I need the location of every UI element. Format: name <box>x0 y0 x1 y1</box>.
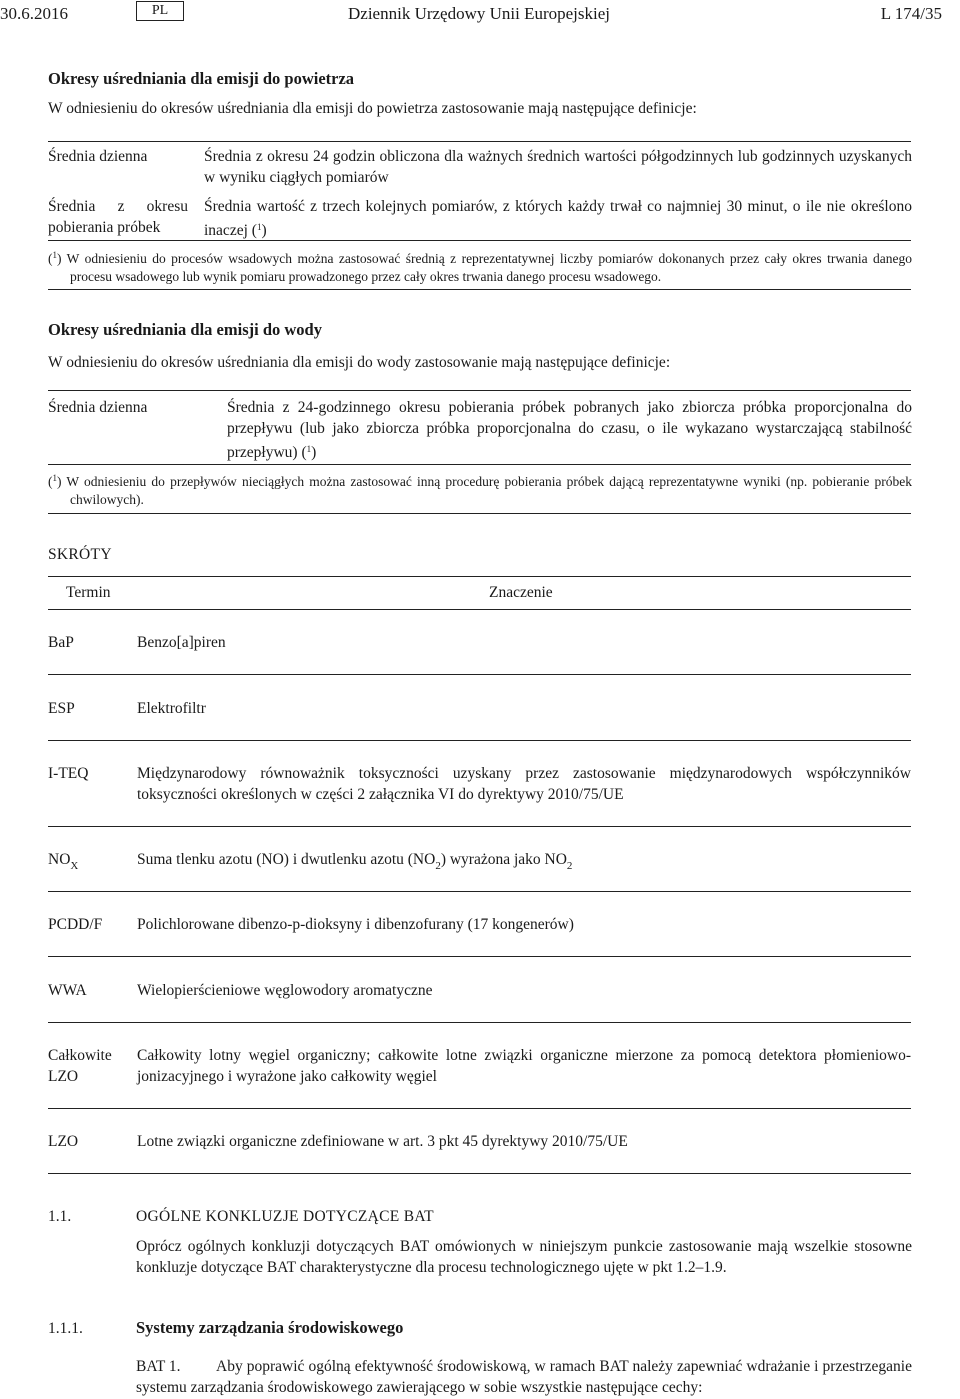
air-table-top-rule <box>48 141 911 142</box>
air-term-daily: Średnia dzienna <box>48 148 148 165</box>
water-term-daily: Średnia dzienna <box>48 399 148 416</box>
abbrev-row-rule <box>48 1022 911 1023</box>
air-footnote-text: W odniesieniu do procesów wsadowych można zastosować średnią z reprezentatywnej liczby pomiarów dokonanych przez cały okres trwania danego procesu wsadowego lub wynik pomiaru prowadzonego przez cały okres trwania danego procesu wsadowego. <box>66 251 912 284</box>
abbrev-meaning: Międzynarodowy równoważnik toksyczności uzyskany przez zastosowanie międzynarodowych współczynników toksyczności określonych w części 2 załącznika VI do dyrektywy 2010/75/UE <box>137 765 911 803</box>
abbrev-meaning <box>137 849 911 877</box>
section-text: Oprócz ogólnych konkluzji dotyczących BAT omówionych w niniejszym punkcie zastosowanie mają wszelkie stosowne konkluzje dotyczące BAT charakterystyczne dla procesu technologicznego ujęte w pkt 1.2–1.9. <box>136 1238 912 1276</box>
abbrev-col-term: Termin <box>66 584 111 601</box>
air-heading: Okresy uśredniania dla emisji do powietrza <box>48 69 355 88</box>
section-title: OGÓLNE KONKLUZJE DOTYCZĄCE BAT <box>136 1208 434 1225</box>
abbrev-row-rule <box>48 740 911 741</box>
subsection-title: Systemy zarządzania środowiskowego <box>136 1318 404 1337</box>
footnote-ref: 1 <box>306 444 312 454</box>
abbrev-meaning: Wielopierścieniowe węglowodory aromatyczne <box>137 982 433 999</box>
abbrev-meaning-subscript: 2 <box>566 860 573 872</box>
abbrev-heading: SKRÓTY <box>48 546 112 563</box>
abbrev-term: LZO <box>48 1133 79 1150</box>
abbrev-row-rule <box>48 956 911 957</box>
abbrev-meaning: Polichlorowane dibenzo-p-dioksyny i dibenzofurany (17 kongenerów) <box>137 916 574 933</box>
abbrev-term-text: NO <box>48 851 71 868</box>
abbrev-row-rule <box>48 674 911 675</box>
publication-date: 30.6.2016 <box>0 4 68 23</box>
abbrev-meaning-part-a: Suma tlenku azotu (NO) i dwutlenku azotu (NO <box>137 851 436 868</box>
water-footnote-rule <box>48 464 911 465</box>
language-badge: PL <box>136 1 184 21</box>
abbrev-meaning: Lotne związki organiczne zdefiniowane w art. 3 pkt 45 dyrektywy 2010/75/UE <box>137 1133 628 1150</box>
air-term-sampling: Średnia z okresu pobierania próbek <box>48 198 188 236</box>
footnote-ref: 1 <box>256 222 262 232</box>
bat-text: Aby poprawić ogólną efektywność środowiskową, w ramach BAT należy zapewniać wdrażanie i przestrzeganie systemu zarządzania środowiskowego zawierającego w sobie wszystkie następujące cechy: <box>136 1358 912 1396</box>
air-footnote-rule <box>48 240 911 241</box>
abbrev-term <box>48 849 78 877</box>
footnote-mark: 1 <box>52 473 57 483</box>
abbrev-meaning-part-b: ) wyrażona jako NO <box>440 851 567 868</box>
abbrev-meaning-subscript: 2 <box>435 860 441 872</box>
journal-title: Dziennik Urzędowy Unii Europejskiej <box>348 4 611 23</box>
abbrev-table-top-rule <box>48 576 911 577</box>
air-footnote: ($^1$) W odniesieniu do procesów wsadowych można zastosować średnią z reprezentatywnej liczby pomiarów dokonanych przez cały okres trwania danego procesu wsadowego lub wynik pomiaru prowadzonego przez cały okres trwania danego procesu wsadowego. <box>48 250 912 284</box>
abbrev-term: BaP <box>48 634 74 651</box>
abbrev-term: PCDD/F <box>48 916 103 933</box>
water-def-daily-text: Średnia z 24-godzinnego okresu pobierania próbek pobranych jako zbiorcza próbka proporcjonalna do przepływu (lub jako zbiorcza próbka proporcjonalna do czasu, o ile wykazano wystarczającą stabilność przepływu) <box>227 399 912 461</box>
abbrev-meaning: Elektrofiltr <box>137 700 206 717</box>
abbrev-meaning: Benzo[a]piren <box>137 634 226 651</box>
abbrev-term: WWA <box>48 982 87 999</box>
air-intro: W odniesieniu do okresów uśredniania dla emisji do powietrza zastosowanie mają następujące definicje: <box>48 100 697 117</box>
water-def-daily: Średnia z 24-godzinnego okresu pobierania próbek pobranych jako zbiorcza próbka proporcjonalna do przepływu (lub jako zbiorcza próbka proporcjonalna do czasu, o ile wykazano wystarczającą stabilność przepływu) ($^1$) <box>227 399 912 461</box>
section-number: 1.1. <box>48 1208 72 1225</box>
bat-label: BAT 1. <box>136 1358 181 1375</box>
water-heading: Okresy uśredniania dla emisji do wody <box>48 320 322 339</box>
water-footnote: ($^1$) W odniesieniu do przepływów nieciągłych można zastosować inną procedurę pobierania próbek dającą reprezentatywne wyniki (np. pobieranie próbek chwilowych). <box>48 473 912 507</box>
abbrev-row-rule <box>48 826 911 827</box>
air-table-bottom-rule <box>48 289 911 290</box>
air-def-sampling-text: Średnia wartość z trzech kolejnych pomiarów, z których każdy trwał co najmniej 30 minut, o ile nie określono inaczej <box>204 198 912 239</box>
abbrev-row-rule <box>48 891 911 892</box>
page-header <box>0 0 960 28</box>
air-def-sampling: Średnia wartość z trzech kolejnych pomiarów, z których każdy trwał co najmniej 30 minut, o ile nie określono inaczej ($^1$) <box>204 198 912 239</box>
abbrev-term: Całkowite LZO <box>48 1047 112 1085</box>
abbrev-header-rule <box>48 609 911 610</box>
abbrev-term: I-TEQ <box>48 765 89 782</box>
footnote-mark: 1 <box>52 250 57 260</box>
air-def-daily: Średnia z okresu 24 godzin obliczona dla ważnych średnich wartości półgodzinnych lub godzinnych uzyskanych w wyniku ciągłych pomiarów <box>204 148 912 186</box>
abbrev-col-meaning: Znaczenie <box>489 584 553 601</box>
abbrev-term: ESP <box>48 700 75 717</box>
abbrev-row-rule <box>48 1108 911 1109</box>
abbrev-meaning: Całkowity lotny węgiel organiczny; całkowite lotne związki organiczne mierzone za pomocą detektora płomieniowo-jonizacyjnego i wyrażone jako całkowity węgiel <box>137 1047 911 1085</box>
water-table-top-rule <box>48 390 911 391</box>
water-footnote-text: W odniesieniu do przepływów nieciągłych można zastosować inną procedurę pobierania próbek dającą reprezentatywne wyniki (np. pobieranie próbek chwilowych). <box>66 474 912 507</box>
subsection-number: 1.1.1. <box>48 1320 83 1337</box>
abbrev-table-bottom-rule <box>48 1173 911 1174</box>
page-reference: L 174/35 <box>880 4 942 23</box>
water-table-bottom-rule <box>48 513 911 514</box>
water-intro: W odniesieniu do okresów uśredniania dla emisji do wody zastosowanie mają następujące definicje: <box>48 354 671 371</box>
abbrev-term-subscript: X <box>70 860 79 872</box>
